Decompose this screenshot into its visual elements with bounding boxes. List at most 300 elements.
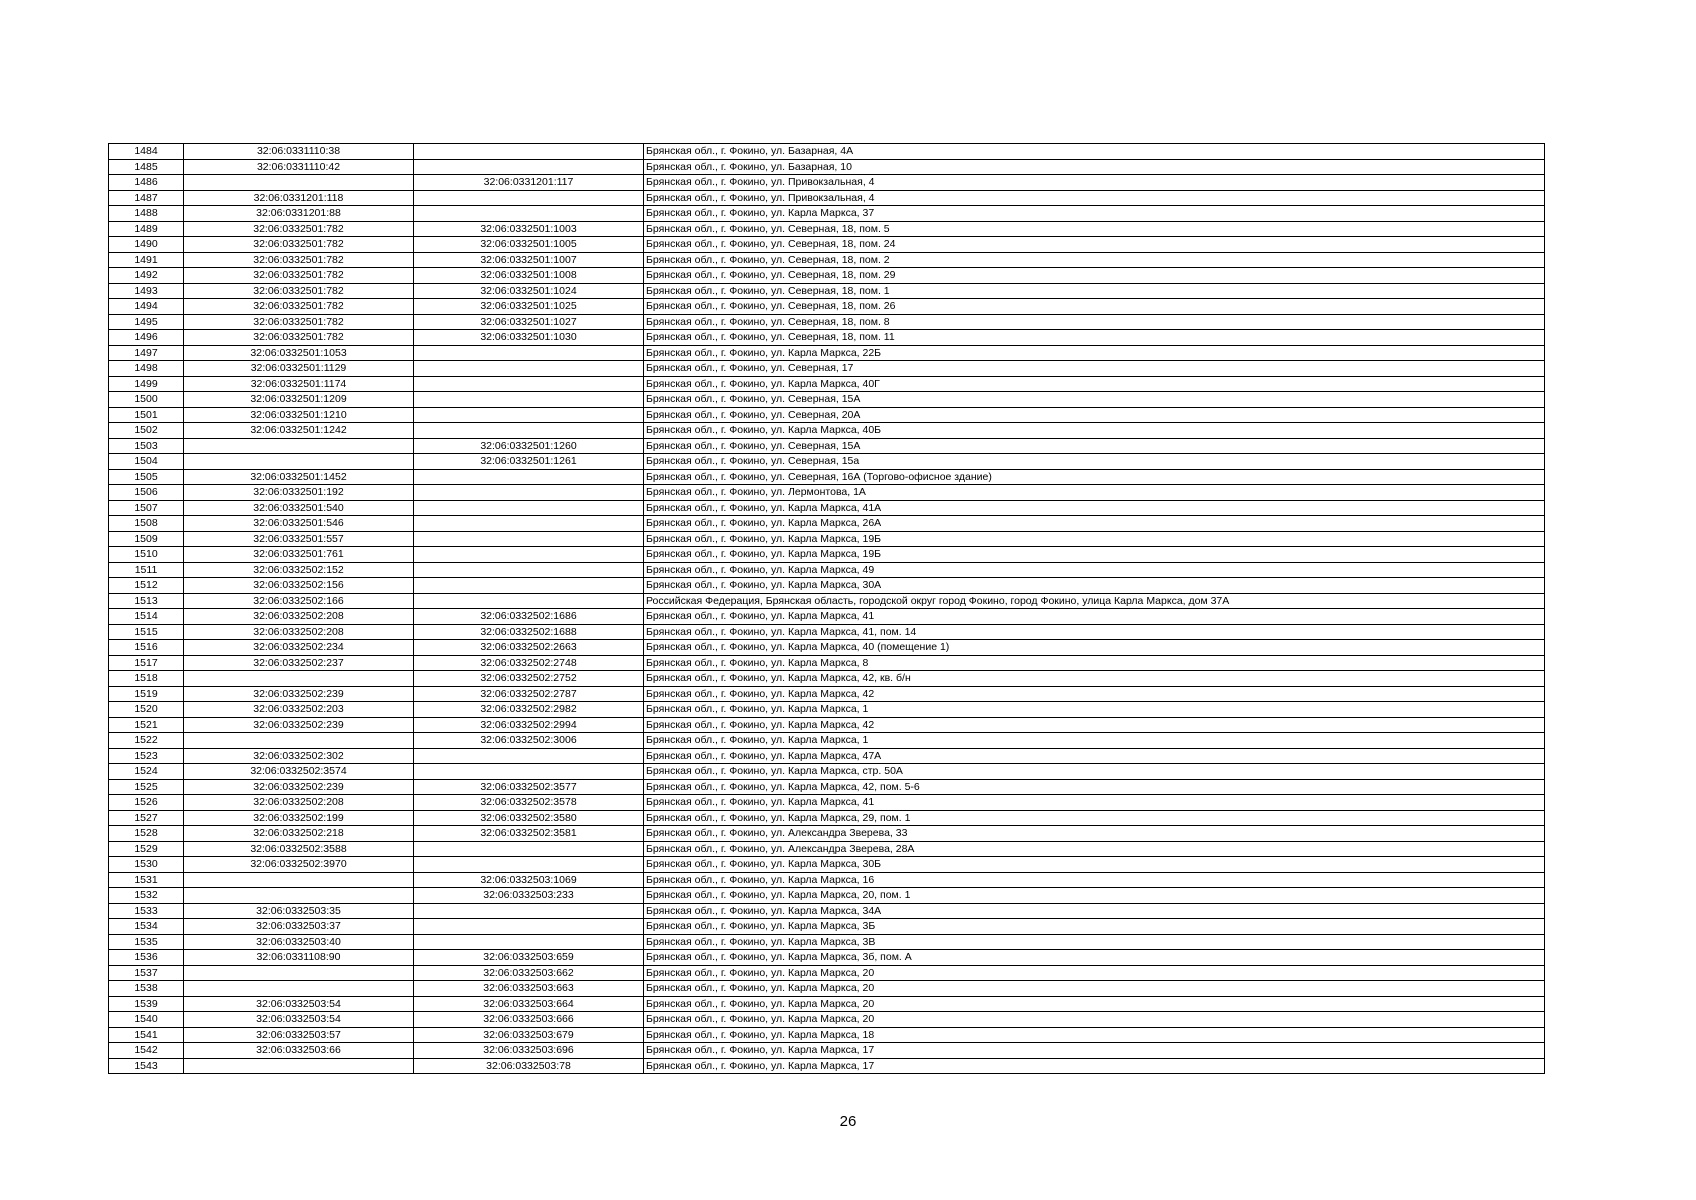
address-cell: Брянская обл., г. Фокино, ул. Карла Маркса, 20, пом. 1 [644, 888, 1545, 904]
land-cadastral-number-cell: 32:06:0332503:37 [184, 919, 414, 935]
table-row [109, 702, 1545, 718]
address-cell: Брянская обл., г. Фокино, ул. Александра Зверева, 28А [644, 841, 1545, 857]
address-cell: Брянская обл., г. Фокино, ул. Северная, 17 [644, 361, 1545, 377]
address-cell: Брянская обл., г. Фокино, ул. Карла Маркса, 41А [644, 500, 1545, 516]
building-cadastral-number-cell: 32:06:0331201:117 [414, 175, 644, 191]
table-row [109, 330, 1545, 346]
row-number-cell: 1493 [109, 283, 184, 299]
table-row [109, 826, 1545, 842]
table-row [109, 841, 1545, 857]
building-cadastral-number-cell: 32:06:0332501:1007 [414, 252, 644, 268]
table-row [109, 469, 1545, 485]
address-cell: Брянская обл., г. Фокино, ул. Базарная, 4А [644, 144, 1545, 160]
address-cell: Брянская обл., г. Фокино, ул. Карла Маркса, 41 [644, 609, 1545, 625]
land-cadastral-number-cell: 32:06:0332502:218 [184, 826, 414, 842]
land-cadastral-number-cell: 32:06:0331201:118 [184, 190, 414, 206]
building-cadastral-number-cell: 32:06:0332501:1027 [414, 314, 644, 330]
table-row [109, 547, 1545, 563]
building-cadastral-number-cell: 32:06:0332501:1005 [414, 237, 644, 253]
row-number-cell: 1534 [109, 919, 184, 935]
row-number-cell: 1501 [109, 407, 184, 423]
land-cadastral-number-cell: 32:06:0332502:237 [184, 655, 414, 671]
row-number-cell: 1527 [109, 810, 184, 826]
land-cadastral-number-cell: 32:06:0332503:54 [184, 996, 414, 1012]
building-cadastral-number-cell: 32:06:0332502:3006 [414, 733, 644, 749]
building-cadastral-number-cell [414, 376, 644, 392]
building-cadastral-number-cell: 32:06:0332501:1008 [414, 268, 644, 284]
table-row [109, 717, 1545, 733]
address-cell: Брянская обл., г. Фокино, ул. Карла Маркса, 26А [644, 516, 1545, 532]
row-number-cell: 1526 [109, 795, 184, 811]
land-cadastral-number-cell: 32:06:0332501:557 [184, 531, 414, 547]
building-cadastral-number-cell [414, 144, 644, 160]
address-cell: Брянская обл., г. Фокино, ул. Северная, 16А (Торгово-офисное здание) [644, 469, 1545, 485]
row-number-cell: 1491 [109, 252, 184, 268]
land-cadastral-number-cell: 32:06:0332501:782 [184, 283, 414, 299]
building-cadastral-number-cell: 32:06:0332503:664 [414, 996, 644, 1012]
table-row [109, 609, 1545, 625]
row-number-cell: 1505 [109, 469, 184, 485]
land-cadastral-number-cell: 32:06:0332501:782 [184, 237, 414, 253]
table-row [109, 640, 1545, 656]
table-row [109, 485, 1545, 501]
building-cadastral-number-cell [414, 919, 644, 935]
land-cadastral-number-cell [184, 175, 414, 191]
address-cell: Брянская обл., г. Фокино, ул. Карла Маркса, 20 [644, 996, 1545, 1012]
building-cadastral-number-cell: 32:06:0332503:78 [414, 1058, 644, 1074]
building-cadastral-number-cell [414, 190, 644, 206]
row-number-cell: 1492 [109, 268, 184, 284]
row-number-cell: 1486 [109, 175, 184, 191]
land-cadastral-number-cell: 32:06:0332501:782 [184, 268, 414, 284]
row-number-cell: 1521 [109, 717, 184, 733]
row-number-cell: 1531 [109, 872, 184, 888]
land-cadastral-number-cell: 32:06:0331201:88 [184, 206, 414, 222]
table-row [109, 810, 1545, 826]
row-number-cell: 1497 [109, 345, 184, 361]
address-cell: Брянская обл., г. Фокино, ул. Карла Маркса, 40 (помещение 1) [644, 640, 1545, 656]
address-cell: Брянская обл., г. Фокино, ул. Карла Маркса, 17 [644, 1058, 1545, 1074]
table-row [109, 376, 1545, 392]
address-cell: Брянская обл., г. Фокино, ул. Привокзальная, 4 [644, 175, 1545, 191]
address-cell: Брянская обл., г. Фокино, ул. Привокзальная, 4 [644, 190, 1545, 206]
building-cadastral-number-cell: 32:06:0332501:1025 [414, 299, 644, 315]
table-row [109, 438, 1545, 454]
table-row [109, 1043, 1545, 1059]
row-number-cell: 1499 [109, 376, 184, 392]
building-cadastral-number-cell [414, 578, 644, 594]
table-row [109, 500, 1545, 516]
table-row [109, 531, 1545, 547]
table-row [109, 423, 1545, 439]
land-cadastral-number-cell: 32:06:0332501:782 [184, 299, 414, 315]
land-cadastral-number-cell [184, 888, 414, 904]
building-cadastral-number-cell [414, 423, 644, 439]
row-number-cell: 1514 [109, 609, 184, 625]
table-row [109, 268, 1545, 284]
address-cell: Брянская обл., г. Фокино, ул. Карла Маркса, 3Б [644, 919, 1545, 935]
row-number-cell: 1533 [109, 903, 184, 919]
row-number-cell: 1502 [109, 423, 184, 439]
land-cadastral-number-cell: 32:06:0332502:203 [184, 702, 414, 718]
building-cadastral-number-cell [414, 748, 644, 764]
land-cadastral-number-cell: 32:06:0332501:1452 [184, 469, 414, 485]
building-cadastral-number-cell: 32:06:0332502:3577 [414, 779, 644, 795]
building-cadastral-number-cell [414, 857, 644, 873]
building-cadastral-number-cell [414, 485, 644, 501]
land-cadastral-number-cell: 32:06:0332501:782 [184, 221, 414, 237]
table-row [109, 779, 1545, 795]
row-number-cell: 1538 [109, 981, 184, 997]
row-number-cell: 1541 [109, 1027, 184, 1043]
table-row [109, 159, 1545, 175]
land-cadastral-number-cell: 32:06:0332501:546 [184, 516, 414, 532]
land-cadastral-number-cell: 32:06:0332502:208 [184, 609, 414, 625]
land-cadastral-number-cell: 32:06:0332502:166 [184, 593, 414, 609]
address-cell: Брянская обл., г. Фокино, ул. Карла Маркса, 40Б [644, 423, 1545, 439]
address-cell: Брянская обл., г. Фокино, ул. Северная, 15а [644, 454, 1545, 470]
building-cadastral-number-cell [414, 562, 644, 578]
row-number-cell: 1512 [109, 578, 184, 594]
address-cell: Брянская обл., г. Фокино, ул. Северная, 15А [644, 392, 1545, 408]
land-cadastral-number-cell: 32:06:0332501:1210 [184, 407, 414, 423]
table-row [109, 872, 1545, 888]
table-row [109, 407, 1545, 423]
table-row [109, 206, 1545, 222]
table-row [109, 733, 1545, 749]
address-cell: Брянская обл., г. Фокино, ул. Карла Маркса, 1 [644, 702, 1545, 718]
land-cadastral-number-cell: 32:06:0332503:35 [184, 903, 414, 919]
table-row [109, 345, 1545, 361]
table-row [109, 237, 1545, 253]
land-cadastral-number-cell: 32:06:0332502:239 [184, 779, 414, 795]
row-number-cell: 1520 [109, 702, 184, 718]
land-cadastral-number-cell: 32:06:0332501:782 [184, 252, 414, 268]
address-cell: Брянская обл., г. Фокино, ул. Лермонтова, 1А [644, 485, 1545, 501]
land-cadastral-number-cell: 32:06:0332502:302 [184, 748, 414, 764]
land-cadastral-number-cell: 32:06:0332503:57 [184, 1027, 414, 1043]
address-cell: Брянская обл., г. Фокино, ул. Карла Маркса, 37 [644, 206, 1545, 222]
land-cadastral-number-cell [184, 981, 414, 997]
table-row [109, 996, 1545, 1012]
row-number-cell: 1530 [109, 857, 184, 873]
address-cell: Брянская обл., г. Фокино, ул. Карла Маркса, 41, пом. 14 [644, 624, 1545, 640]
address-cell: Брянская обл., г. Фокино, ул. Северная, 18, пом. 1 [644, 283, 1545, 299]
table-row [109, 686, 1545, 702]
land-cadastral-number-cell: 32:06:0332502:239 [184, 717, 414, 733]
land-cadastral-number-cell: 32:06:0332502:3588 [184, 841, 414, 857]
row-number-cell: 1500 [109, 392, 184, 408]
row-number-cell: 1496 [109, 330, 184, 346]
building-cadastral-number-cell: 32:06:0332502:3578 [414, 795, 644, 811]
row-number-cell: 1507 [109, 500, 184, 516]
land-cadastral-number-cell: 32:06:0332501:782 [184, 330, 414, 346]
address-cell: Брянская обл., г. Фокино, ул. Александра Зверева, 33 [644, 826, 1545, 842]
land-cadastral-number-cell: 32:06:0332501:1209 [184, 392, 414, 408]
address-cell: Брянская обл., г. Фокино, ул. Карла Маркса, 41 [644, 795, 1545, 811]
address-cell: Брянская обл., г. Фокино, ул. Карла Маркса, 20 [644, 1012, 1545, 1028]
address-cell: Брянская обл., г. Фокино, ул. Карла Маркса, 30Б [644, 857, 1545, 873]
building-cadastral-number-cell [414, 531, 644, 547]
building-cadastral-number-cell: 32:06:0332501:1030 [414, 330, 644, 346]
table-row [109, 314, 1545, 330]
building-cadastral-number-cell [414, 392, 644, 408]
building-cadastral-number-cell: 32:06:0332501:1260 [414, 438, 644, 454]
building-cadastral-number-cell: 32:06:0332502:2752 [414, 671, 644, 687]
table-row [109, 1027, 1545, 1043]
building-cadastral-number-cell: 32:06:0332503:679 [414, 1027, 644, 1043]
building-cadastral-number-cell: 32:06:0332502:2748 [414, 655, 644, 671]
table-row [109, 950, 1545, 966]
address-cell: Брянская обл., г. Фокино, ул. Карла Маркса, 17 [644, 1043, 1545, 1059]
land-cadastral-number-cell: 32:06:0332503:66 [184, 1043, 414, 1059]
land-cadastral-number-cell: 32:06:0332501:782 [184, 314, 414, 330]
building-cadastral-number-cell: 32:06:0332501:1261 [414, 454, 644, 470]
table-row [109, 175, 1545, 191]
registry-table-container [108, 143, 1545, 1074]
registry-table [108, 143, 1545, 1074]
row-number-cell: 1517 [109, 655, 184, 671]
building-cadastral-number-cell: 32:06:0332501:1003 [414, 221, 644, 237]
table-row [109, 190, 1545, 206]
address-cell: Брянская обл., г. Фокино, ул. Карла Маркса, 30А [644, 578, 1545, 594]
land-cadastral-number-cell [184, 671, 414, 687]
table-row [109, 361, 1545, 377]
table-row [109, 283, 1545, 299]
address-cell: Брянская обл., г. Фокино, ул. Карла Маркса, стр. 50А [644, 764, 1545, 780]
row-number-cell: 1543 [109, 1058, 184, 1074]
address-cell: Брянская обл., г. Фокино, ул. Карла Маркса, 22Б [644, 345, 1545, 361]
table-row [109, 795, 1545, 811]
land-cadastral-number-cell: 32:06:0332501:761 [184, 547, 414, 563]
row-number-cell: 1494 [109, 299, 184, 315]
land-cadastral-number-cell [184, 733, 414, 749]
building-cadastral-number-cell [414, 206, 644, 222]
address-cell: Брянская обл., г. Фокино, ул. Карла Маркса, 3б, пом. А [644, 950, 1545, 966]
table-row [109, 981, 1545, 997]
table-row [109, 903, 1545, 919]
land-cadastral-number-cell: 32:06:0332502:3574 [184, 764, 414, 780]
building-cadastral-number-cell: 32:06:0332502:2663 [414, 640, 644, 656]
row-number-cell: 1506 [109, 485, 184, 501]
address-cell: Брянская обл., г. Фокино, ул. Северная, 18, пом. 24 [644, 237, 1545, 253]
land-cadastral-number-cell [184, 872, 414, 888]
address-cell: Брянская обл., г. Фокино, ул. Карла Маркса, 19Б [644, 531, 1545, 547]
row-number-cell: 1489 [109, 221, 184, 237]
row-number-cell: 1503 [109, 438, 184, 454]
building-cadastral-number-cell: 32:06:0332503:696 [414, 1043, 644, 1059]
building-cadastral-number-cell: 32:06:0332503:659 [414, 950, 644, 966]
address-cell: Брянская обл., г. Фокино, ул. Северная, 18, пом. 26 [644, 299, 1545, 315]
row-number-cell: 1519 [109, 686, 184, 702]
address-cell: Российская Федерация, Брянская область, городской округ город Фокино, город Фокино, улица Карла Маркса, дом 37А [644, 593, 1545, 609]
table-row [109, 516, 1545, 532]
land-cadastral-number-cell: 32:06:0332502:156 [184, 578, 414, 594]
row-number-cell: 1495 [109, 314, 184, 330]
land-cadastral-number-cell: 32:06:0332502:199 [184, 810, 414, 826]
land-cadastral-number-cell [184, 438, 414, 454]
land-cadastral-number-cell: 32:06:0332502:234 [184, 640, 414, 656]
row-number-cell: 1523 [109, 748, 184, 764]
row-number-cell: 1513 [109, 593, 184, 609]
row-number-cell: 1508 [109, 516, 184, 532]
row-number-cell: 1542 [109, 1043, 184, 1059]
address-cell: Брянская обл., г. Фокино, ул. Северная, 18, пом. 5 [644, 221, 1545, 237]
row-number-cell: 1511 [109, 562, 184, 578]
row-number-cell: 1488 [109, 206, 184, 222]
building-cadastral-number-cell: 32:06:0332502:1688 [414, 624, 644, 640]
address-cell: Брянская обл., г. Фокино, ул. Карла Маркса, 34А [644, 903, 1545, 919]
table-row [109, 655, 1545, 671]
table-row [109, 1012, 1545, 1028]
row-number-cell: 1532 [109, 888, 184, 904]
building-cadastral-number-cell [414, 841, 644, 857]
land-cadastral-number-cell: 32:06:0332502:208 [184, 624, 414, 640]
land-cadastral-number-cell: 32:06:0332503:40 [184, 934, 414, 950]
building-cadastral-number-cell [414, 934, 644, 950]
land-cadastral-number-cell: 32:06:0331110:38 [184, 144, 414, 160]
address-cell: Брянская обл., г. Фокино, ул. Северная, 18, пом. 29 [644, 268, 1545, 284]
land-cadastral-number-cell: 32:06:0332502:208 [184, 795, 414, 811]
address-cell: Брянская обл., г. Фокино, ул. Карла Маркса, 42 [644, 717, 1545, 733]
row-number-cell: 1490 [109, 237, 184, 253]
table-row [109, 671, 1545, 687]
table-row [109, 392, 1545, 408]
row-number-cell: 1515 [109, 624, 184, 640]
row-number-cell: 1484 [109, 144, 184, 160]
land-cadastral-number-cell: 32:06:0331110:42 [184, 159, 414, 175]
row-number-cell: 1535 [109, 934, 184, 950]
address-cell: Брянская обл., г. Фокино, ул. Карла Маркса, 49 [644, 562, 1545, 578]
table-row [109, 578, 1545, 594]
table-row [109, 748, 1545, 764]
address-cell: Брянская обл., г. Фокино, ул. Северная, 20А [644, 407, 1545, 423]
table-row [109, 144, 1545, 160]
land-cadastral-number-cell: 32:06:0332502:152 [184, 562, 414, 578]
land-cadastral-number-cell: 32:06:0332502:239 [184, 686, 414, 702]
address-cell: Брянская обл., г. Фокино, ул. Северная, 15А [644, 438, 1545, 454]
land-cadastral-number-cell: 32:06:0332503:54 [184, 1012, 414, 1028]
table-row [109, 562, 1545, 578]
building-cadastral-number-cell [414, 500, 644, 516]
building-cadastral-number-cell: 32:06:0332502:3581 [414, 826, 644, 842]
building-cadastral-number-cell: 32:06:0332502:2994 [414, 717, 644, 733]
land-cadastral-number-cell: 32:06:0332501:1053 [184, 345, 414, 361]
address-cell: Брянская обл., г. Фокино, ул. Карла Маркса, 1 [644, 733, 1545, 749]
building-cadastral-number-cell: 32:06:0332503:663 [414, 981, 644, 997]
building-cadastral-number-cell [414, 516, 644, 532]
table-row [109, 965, 1545, 981]
building-cadastral-number-cell [414, 764, 644, 780]
building-cadastral-number-cell [414, 361, 644, 377]
page-number: 26 [839, 1113, 857, 1130]
row-number-cell: 1536 [109, 950, 184, 966]
row-number-cell: 1522 [109, 733, 184, 749]
land-cadastral-number-cell: 32:06:0332501:1242 [184, 423, 414, 439]
address-cell: Брянская обл., г. Фокино, ул. Карла Маркса, 42 [644, 686, 1545, 702]
row-number-cell: 1539 [109, 996, 184, 1012]
row-number-cell: 1537 [109, 965, 184, 981]
table-row [109, 857, 1545, 873]
table-row [109, 252, 1545, 268]
table-row [109, 888, 1545, 904]
land-cadastral-number-cell [184, 1058, 414, 1074]
building-cadastral-number-cell: 32:06:0332502:2982 [414, 702, 644, 718]
row-number-cell: 1510 [109, 547, 184, 563]
row-number-cell: 1540 [109, 1012, 184, 1028]
address-cell: Брянская обл., г. Фокино, ул. Базарная, 10 [644, 159, 1545, 175]
land-cadastral-number-cell: 32:06:0332501:1129 [184, 361, 414, 377]
row-number-cell: 1525 [109, 779, 184, 795]
table-row [109, 593, 1545, 609]
building-cadastral-number-cell [414, 345, 644, 361]
land-cadastral-number-cell [184, 965, 414, 981]
row-number-cell: 1498 [109, 361, 184, 377]
land-cadastral-number-cell: 32:06:0332501:540 [184, 500, 414, 516]
building-cadastral-number-cell: 32:06:0332502:1686 [414, 609, 644, 625]
address-cell: Брянская обл., г. Фокино, ул. Карла Маркса, 8 [644, 655, 1545, 671]
table-row [109, 299, 1545, 315]
address-cell: Брянская обл., г. Фокино, ул. Карла Маркса, 20 [644, 981, 1545, 997]
row-number-cell: 1504 [109, 454, 184, 470]
row-number-cell: 1485 [109, 159, 184, 175]
address-cell: Брянская обл., г. Фокино, ул. Карла Маркса, 29, пом. 1 [644, 810, 1545, 826]
row-number-cell: 1518 [109, 671, 184, 687]
address-cell: Брянская обл., г. Фокино, ул. Карла Маркса, 16 [644, 872, 1545, 888]
table-row [109, 1058, 1545, 1074]
row-number-cell: 1487 [109, 190, 184, 206]
row-number-cell: 1524 [109, 764, 184, 780]
building-cadastral-number-cell: 32:06:0332503:233 [414, 888, 644, 904]
building-cadastral-number-cell: 32:06:0332502:3580 [414, 810, 644, 826]
table-row [109, 454, 1545, 470]
address-cell: Брянская обл., г. Фокино, ул. Карла Маркса, 3В [644, 934, 1545, 950]
building-cadastral-number-cell [414, 469, 644, 485]
address-cell: Брянская обл., г. Фокино, ул. Северная, 18, пом. 11 [644, 330, 1545, 346]
land-cadastral-number-cell: 32:06:0332501:192 [184, 485, 414, 501]
building-cadastral-number-cell: 32:06:0332503:1069 [414, 872, 644, 888]
address-cell: Брянская обл., г. Фокино, ул. Северная, 18, пом. 8 [644, 314, 1545, 330]
address-cell: Брянская обл., г. Фокино, ул. Северная, 18, пом. 2 [644, 252, 1545, 268]
address-cell: Брянская обл., г. Фокино, ул. Карла Маркса, 18 [644, 1027, 1545, 1043]
address-cell: Брянская обл., г. Фокино, ул. Карла Маркса, 42, кв. б/н [644, 671, 1545, 687]
address-cell: Брянская обл., г. Фокино, ул. Карла Маркса, 20 [644, 965, 1545, 981]
building-cadastral-number-cell: 32:06:0332503:666 [414, 1012, 644, 1028]
address-cell: Брянская обл., г. Фокино, ул. Карла Маркса, 47А [644, 748, 1545, 764]
address-cell: Брянская обл., г. Фокино, ул. Карла Маркса, 40Г [644, 376, 1545, 392]
row-number-cell: 1528 [109, 826, 184, 842]
building-cadastral-number-cell [414, 159, 644, 175]
table-row [109, 221, 1545, 237]
table-row [109, 934, 1545, 950]
row-number-cell: 1516 [109, 640, 184, 656]
address-cell: Брянская обл., г. Фокино, ул. Карла Маркса, 42, пом. 5-6 [644, 779, 1545, 795]
building-cadastral-number-cell [414, 547, 644, 563]
row-number-cell: 1509 [109, 531, 184, 547]
table-row [109, 919, 1545, 935]
land-cadastral-number-cell: 32:06:0332502:3970 [184, 857, 414, 873]
table-row [109, 624, 1545, 640]
building-cadastral-number-cell: 32:06:0332502:2787 [414, 686, 644, 702]
building-cadastral-number-cell: 32:06:0332503:662 [414, 965, 644, 981]
land-cadastral-number-cell: 32:06:0332501:1174 [184, 376, 414, 392]
table-row [109, 764, 1545, 780]
registry-table-body [109, 144, 1545, 1074]
land-cadastral-number-cell [184, 454, 414, 470]
building-cadastral-number-cell [414, 593, 644, 609]
building-cadastral-number-cell [414, 903, 644, 919]
building-cadastral-number-cell [414, 407, 644, 423]
